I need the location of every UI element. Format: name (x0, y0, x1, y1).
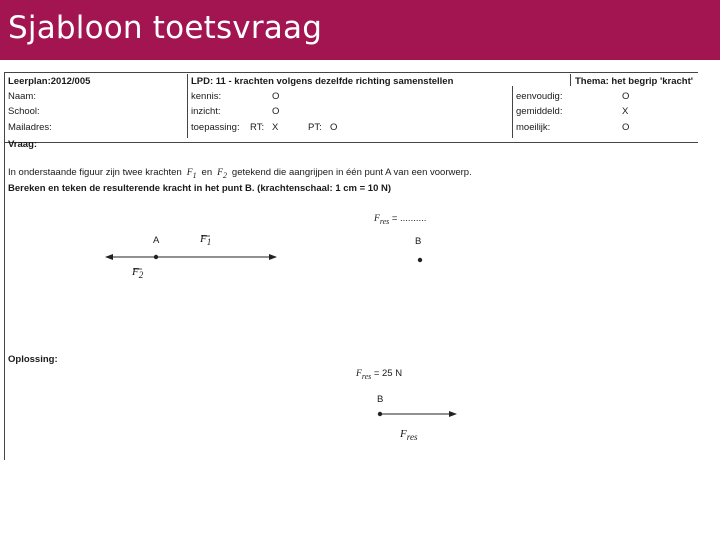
eenvoudig-value: O (622, 91, 630, 102)
question-label: Vraag: (8, 139, 38, 150)
f1-inline-symbol: $F_1$ (186, 168, 197, 180)
question-sheet (0, 60, 720, 540)
question-line-2: Bereken en teken de resulterende kracht in het punt B. (krachtenschaal: 1 cm = 10 N) (8, 183, 392, 194)
point-b-dot (418, 258, 422, 262)
f1-vector-label: $F_1$ (200, 233, 212, 248)
header-bar (0, 0, 720, 60)
moeilijk-value: O (622, 122, 630, 133)
toepassing-label: toepassing: (191, 122, 240, 133)
point-b-label: B (415, 236, 422, 247)
rt-value: X (272, 122, 279, 133)
solution-point-b-label: B (377, 394, 384, 405)
question-line-1-en: en (201, 167, 213, 178)
gemiddeld-label: gemiddeld: (516, 106, 563, 117)
fres-symbol: $F_{res}$ (374, 214, 390, 226)
solution-label: Oplossing: (8, 354, 58, 365)
inzicht-label: inzicht: (191, 106, 221, 117)
rt-label: RT: (250, 122, 265, 133)
mailadres-label: Mailadres: (8, 122, 52, 133)
inzicht-value: O (272, 106, 280, 117)
f2-inline-symbol: $F_2$ (217, 168, 227, 180)
school-label: School: (8, 106, 40, 117)
moeilijk-label: moeilijk: (516, 122, 551, 133)
force-diagram (0, 60, 720, 540)
solution-fres-value: $F_{res} = 25$ N (356, 368, 403, 381)
solution-fres-vector-label: $F_{res}$ (400, 428, 418, 443)
point-a-dot (154, 255, 158, 259)
gemiddeld-value: X (622, 106, 629, 117)
kennis-value: O (272, 91, 280, 102)
pt-value: O (330, 122, 338, 133)
f2-vector-label: $F_2$ (132, 266, 144, 281)
leerplan-label: Leerplan:2012/005 (8, 76, 91, 87)
lpd-label: LPD: 11 - krachten volgens dezelfde richting samenstellen (191, 76, 454, 87)
eenvoudig-label: eenvoudig: (516, 91, 563, 102)
question-line-1-end: getekend die aangrijpen in één punt A van een voorwerp. (231, 167, 472, 178)
pt-label: PT: (308, 122, 322, 133)
kennis-label: kennis: (191, 91, 222, 102)
page-title: Sjabloon toetsvraag (8, 10, 323, 46)
point-a-label: A (153, 235, 160, 246)
naam-label: Naam: (8, 91, 36, 102)
question-line-1-start: In onderstaande figuur zijn twee krachten (8, 167, 182, 178)
fres-answer-blank: $F_{res}$ = .......... (374, 213, 427, 226)
solution-fres-symbol: $F_{res}$ (356, 369, 372, 381)
thema-label: Thema: het begrip 'kracht' (575, 76, 694, 87)
